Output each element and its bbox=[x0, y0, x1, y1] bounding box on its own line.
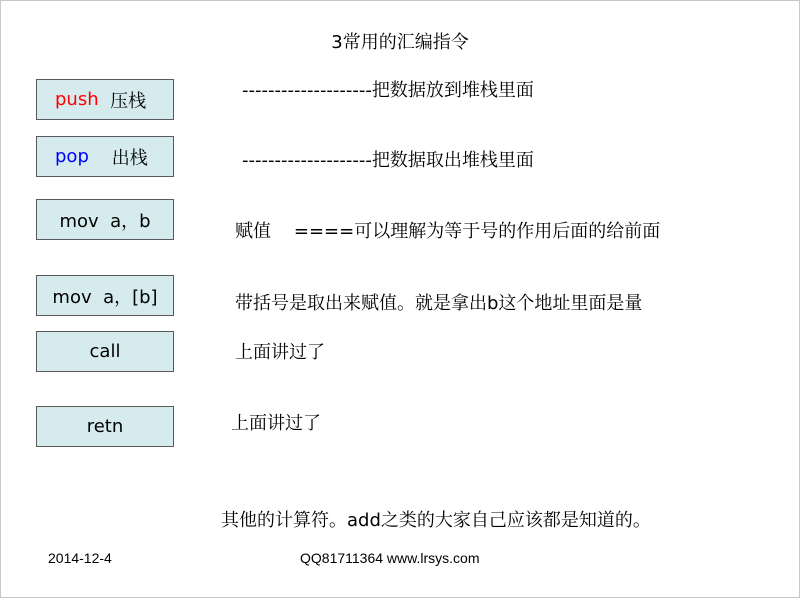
summary-text: 其他的计算符。add之类的大家自己应该都是知道的。 bbox=[221, 510, 651, 531]
command-keyword-pop: pop bbox=[55, 146, 89, 167]
command-box-mov-bracket bbox=[36, 275, 174, 316]
footer-contact: QQ81711364 www.lrsys.com bbox=[300, 550, 480, 566]
command-label-pop: 出栈 bbox=[111, 147, 148, 169]
command-box-retn bbox=[36, 406, 174, 447]
command-gap bbox=[89, 146, 112, 167]
description-push: --------------------把数据放到堆栈里面 bbox=[242, 80, 534, 101]
command-text-mov: mov a，b bbox=[59, 210, 151, 232]
command-text-call: call bbox=[89, 341, 121, 362]
command-box-mov bbox=[36, 199, 174, 240]
description-pop: --------------------把数据取出堆栈里面 bbox=[242, 150, 534, 171]
description-retn: 上面讲过了 bbox=[231, 413, 321, 434]
slide-title: 3常用的汇编指令 bbox=[331, 32, 469, 53]
command-box-push bbox=[36, 79, 174, 120]
command-keyword-push: push bbox=[55, 89, 99, 110]
command-text-retn: retn bbox=[86, 416, 124, 437]
description-mov: 赋值 ====可以理解为等于号的作用后面的给前面 bbox=[235, 221, 661, 242]
command-label-push: 压栈 bbox=[110, 90, 147, 112]
command-box-pop bbox=[36, 136, 174, 177]
description-mov-bracket: 带括号是取出来赋值。就是拿出b这个地址里面是量 bbox=[235, 293, 643, 314]
description-call: 上面讲过了 bbox=[235, 342, 325, 363]
command-gap bbox=[99, 89, 110, 110]
command-text-mov-bracket: mov a，[b] bbox=[52, 286, 158, 308]
command-box-call bbox=[36, 331, 174, 372]
footer-date: 2014-12-4 bbox=[48, 550, 112, 566]
